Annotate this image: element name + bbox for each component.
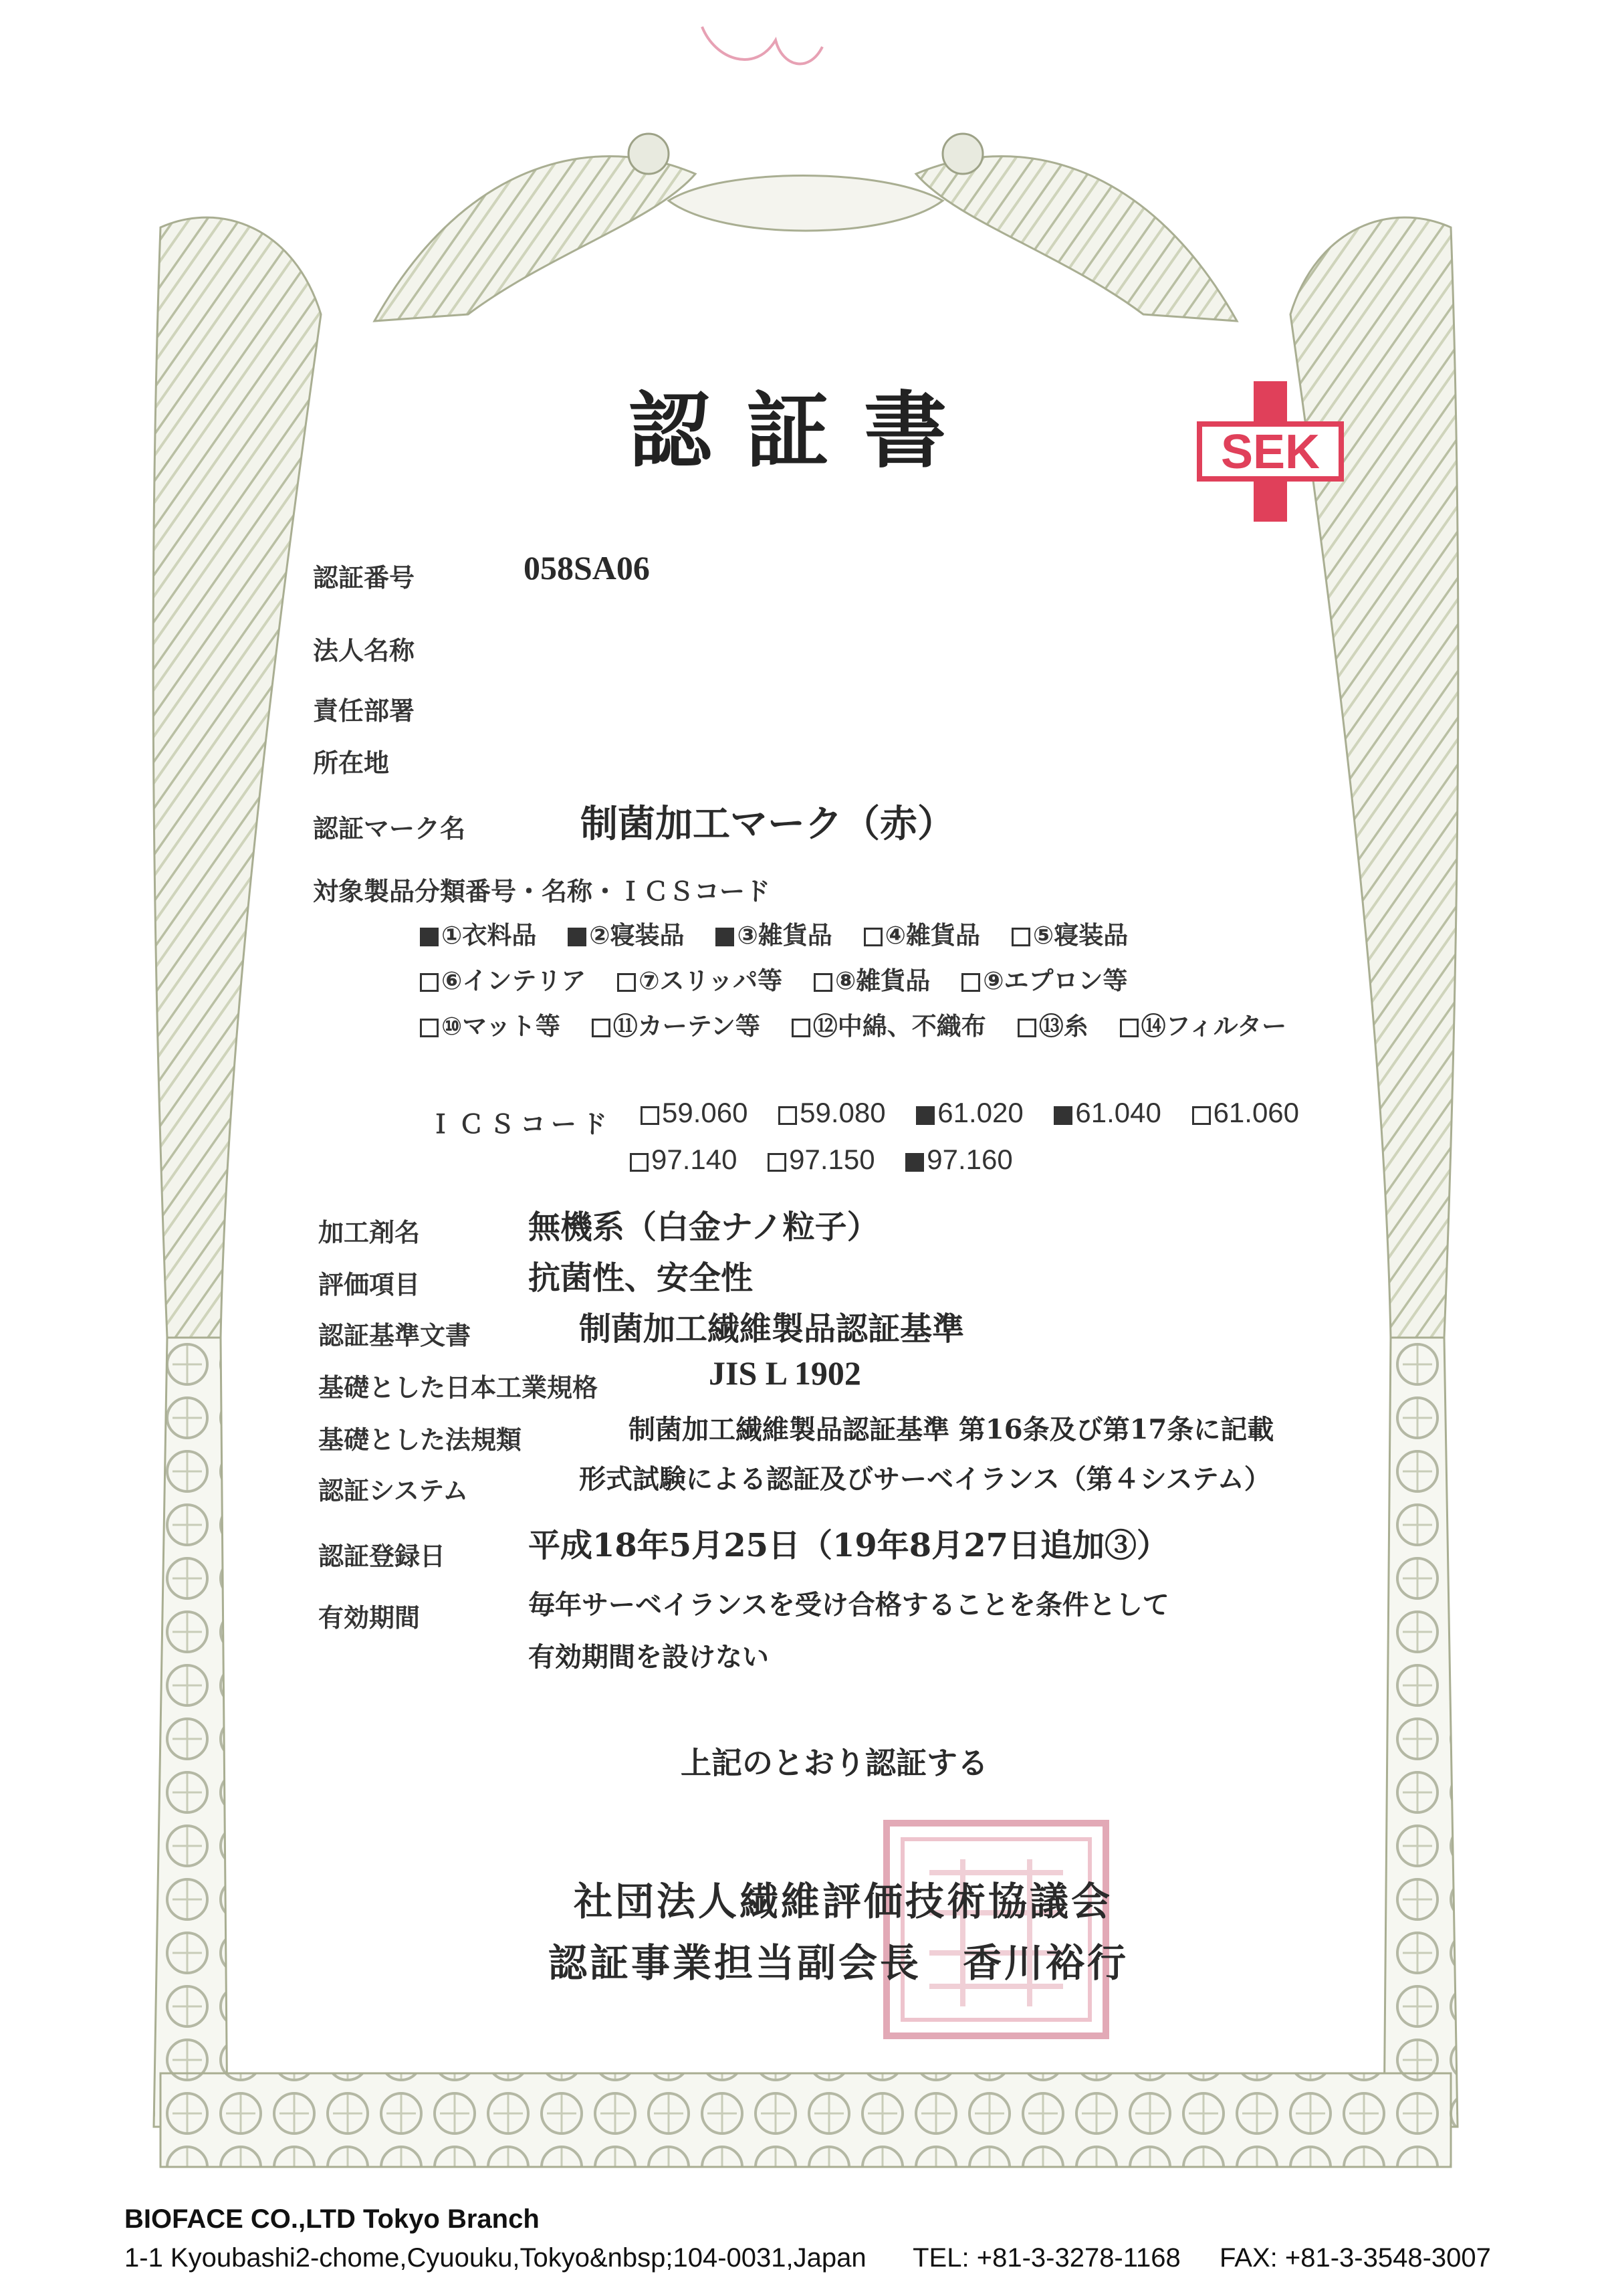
category-option (864, 915, 980, 951)
checkbox-unchecked (420, 1019, 439, 1037)
category-label: ⑥インテリア (441, 966, 586, 995)
checkbox-checked (916, 1106, 935, 1125)
category-option (568, 915, 684, 951)
category-label: ⑬糸 (1038, 1012, 1088, 1041)
checkbox-unchecked (961, 973, 980, 992)
sek-logo (1197, 381, 1344, 522)
category-label: ⑪カーテン等 (612, 1012, 760, 1041)
category-label: ⑧雑貨品 (834, 966, 931, 995)
eval-value: 抗菌性、安全性 (528, 1259, 754, 1297)
category-option (961, 960, 1127, 997)
ics-option (641, 1097, 748, 1129)
category-option (420, 1006, 560, 1042)
checkbox-checked (1054, 1106, 1072, 1125)
ics-row-1 (641, 1097, 1322, 1129)
ics-option (778, 1097, 885, 1129)
category-label: ⑭フィルター (1141, 1012, 1287, 1041)
checkbox-unchecked (1018, 1019, 1036, 1037)
category-label: ③雑貨品 (737, 921, 832, 950)
standard-doc-label: 認証基準文書 (318, 1321, 471, 1350)
checkbox-unchecked (1120, 1019, 1139, 1037)
svg-text:SEK: SEK (1220, 425, 1320, 479)
ics-row-2 (630, 1144, 1036, 1176)
system-value: 形式試験による認証及びサーベイランス（第４システム） (579, 1463, 1271, 1495)
mark-name: 制菌加工マーク（赤） (580, 802, 955, 846)
ics-code: 61.040 (1075, 1097, 1161, 1128)
category-row-3 (420, 1006, 1309, 1042)
official-seal (883, 1819, 1110, 2040)
agent-value: 無機系（白金ナノ粒子） (528, 1209, 879, 1246)
validity-line-2: 有効期間を設けない (528, 1641, 769, 1673)
ics-code: 97.150 (789, 1144, 875, 1175)
validity-line-1: 毎年サーベイランスを受け合格することを条件として (528, 1589, 1169, 1621)
category-row-2 (420, 960, 1151, 997)
reg-date-value: 平成18年5月25日（19年8月27日追加③） (528, 1527, 1169, 1564)
law-label: 基礎とした法規類 (318, 1425, 522, 1455)
category-option (1012, 915, 1128, 951)
category-option (792, 1006, 986, 1042)
certify-text: 上記のとおり認証する (681, 1745, 988, 1781)
agent-label: 加工剤名 (318, 1218, 421, 1247)
cert-number: 058SA06 (524, 549, 650, 587)
checkbox-unchecked (1012, 928, 1030, 946)
ics-code: 97.140 (651, 1144, 737, 1175)
ics-code: 61.060 (1213, 1097, 1300, 1128)
checkbox-unchecked (592, 1019, 610, 1037)
category-label: ④雑貨品 (885, 921, 980, 950)
dept-label: 責任部署 (313, 696, 415, 726)
checkbox-checked (905, 1153, 924, 1172)
checkbox-unchecked (1192, 1106, 1211, 1125)
document-title: 認証書 (628, 383, 982, 480)
category-option (617, 960, 782, 997)
issuer-org: 社団法人繊維評価技術協議会 (574, 1879, 1113, 1924)
checkbox-checked (420, 928, 439, 946)
jis-label: 基礎とした日本工業規格 (318, 1373, 598, 1402)
ics-code: 59.060 (662, 1097, 748, 1128)
checkbox-unchecked (768, 1153, 786, 1172)
category-label: ⑨エプロン等 (983, 966, 1128, 995)
cert-number-label: 認証番号 (313, 563, 415, 593)
eval-label: 評価項目 (318, 1270, 421, 1299)
target-label: 対象製品分類番号・名称・ＩＣＳコード (313, 877, 771, 906)
footer-company: BIOFACE CO.,LTD Tokyo Branch (124, 2204, 540, 2234)
system-label: 認証システム (318, 1476, 469, 1505)
ics-code: 97.160 (927, 1144, 1013, 1175)
ics-option (905, 1144, 1012, 1176)
category-option (1018, 1006, 1088, 1042)
category-label: ⑤寝装品 (1032, 921, 1129, 950)
category-option (420, 960, 586, 997)
ics-code: 61.020 (937, 1097, 1024, 1128)
footer-contact (124, 2243, 1491, 2273)
category-option (592, 1006, 760, 1042)
corp-name-label: 法人名称 (313, 636, 415, 665)
ics-option (1054, 1097, 1161, 1129)
checkbox-unchecked (792, 1019, 810, 1037)
ics-option (1192, 1097, 1299, 1129)
checkbox-unchecked (814, 973, 832, 992)
checkbox-checked (568, 928, 586, 946)
category-option (715, 915, 832, 951)
category-option (420, 915, 536, 951)
category-row-1 (420, 915, 1151, 951)
footer-address: 1-1 Kyoubashi2-chome,Cyuouku,Tokyo&nbsp;104-0031,Japan (124, 2243, 867, 2273)
ics-label: ＩＣＳコード (428, 1110, 613, 1139)
category-label: ②寝装品 (589, 921, 685, 950)
ics-option (630, 1144, 737, 1176)
checkbox-unchecked (420, 973, 439, 992)
checkbox-unchecked (617, 973, 636, 992)
standard-doc-value: 制菌加工繊維製品認証基準 (579, 1310, 965, 1348)
checkbox-unchecked (864, 928, 883, 946)
checkbox-unchecked (630, 1153, 649, 1172)
ics-code: 59.080 (800, 1097, 886, 1128)
category-label: ①衣料品 (441, 921, 537, 950)
category-option (1120, 1006, 1287, 1042)
address-label: 所在地 (313, 748, 390, 778)
mark-name-label: 認証マーク名 (313, 814, 466, 843)
ics-option (916, 1097, 1023, 1129)
category-label: ⑦スリッパ等 (639, 966, 783, 995)
footer-tel: TEL: +81-3-3278-1168 (913, 2243, 1181, 2273)
law-value: 制菌加工繊維製品認証基準 第16条及び第17条に記載 (628, 1414, 1274, 1445)
jis-value: JIS L 1902 (709, 1354, 861, 1392)
footer-fax: FAX: +81-3-3548-3007 (1220, 2243, 1491, 2273)
ics-option (768, 1144, 875, 1176)
reg-date-label: 認証登録日 (318, 1542, 446, 1571)
checkbox-checked (715, 928, 734, 946)
category-label: ⑫中綿、不織布 (812, 1012, 986, 1041)
validity-label: 有効期間 (318, 1603, 421, 1633)
category-label: ⑩マット等 (441, 1012, 560, 1041)
checkbox-unchecked (641, 1106, 659, 1125)
category-option (814, 960, 930, 997)
checkbox-unchecked (778, 1106, 797, 1125)
issuer-person: 認証事業担当副会長 香川裕行 (548, 1940, 1129, 1986)
